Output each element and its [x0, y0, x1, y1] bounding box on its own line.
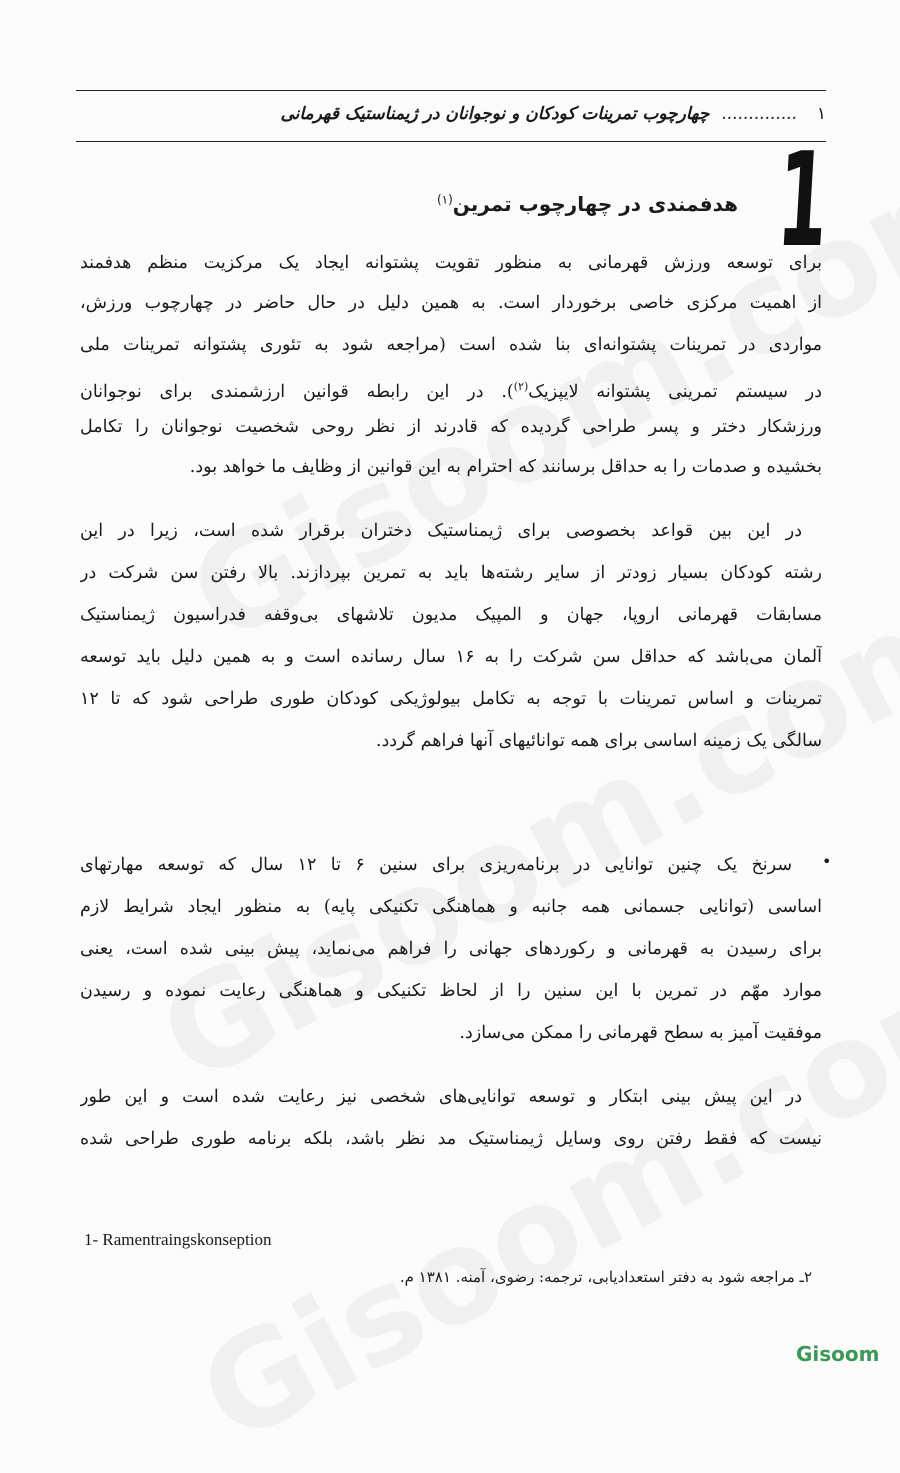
footnote-ref: (۱) — [436, 192, 453, 207]
page-number: ۱ — [816, 104, 826, 124]
header-rule — [76, 90, 826, 91]
section-title-text: هدفمندی در چهارچوب تمرین — [452, 192, 738, 216]
footnote-1: 1- Ramentraingskonseption — [84, 1230, 272, 1249]
text-segment: در سیستم تمرینی پشتوانه لایپزیک — [528, 381, 822, 402]
footnote-2: ۲ـ مراجعه شود به دفتر استعدادیابی، ترجمه: رضوی، آمنه. ۱۳۸۱ م. — [399, 1268, 812, 1286]
section-title — [300, 192, 738, 216]
text-line: موفقیت آمیز به سطح قهرمانی را ممکن می‌سازد. — [459, 1023, 822, 1043]
text-line: برای توسعه ورزش قهرمانی به منظور تقویت پشتوانه ایجاد یک مرکزیت منظم هدفمند — [80, 253, 822, 273]
brand-logo: Gisoom — [796, 1342, 880, 1366]
text-line: مواردی در تمرینات پشتوانه‌ای بنا شده است (مراجعه شود به تئوری پشتوانه تمرینات ملی — [80, 335, 822, 355]
text-line: برای رسیدن به قهرمانی و رکوردهای جهانی را فراهم می‌نماید، پیش بینی شده است، یعنی — [80, 939, 822, 959]
text-segment: ). در این رابطه قوانین ارزشمندی برای نوجوانان — [80, 381, 514, 402]
text-line: از اهمیت مرکزی خاصی برخوردار است. به همین دلیل در حال حاضر در چهارچوب ورزش، — [80, 293, 822, 313]
text-line: مسابقات قهرمانی اروپا، جهان و المپیک مدیون تلاشهای بی‌وقفه فدراسیون ژیمناستیک — [80, 605, 822, 625]
header-rule — [76, 141, 826, 142]
text-line: موارد مهّم در تمرین با این سنین را از لحاظ تکنیکی و هماهنگی رعایت نموده و رسیدن — [80, 981, 822, 1001]
text-line: در این بین قواعد بخصوصی برای ژیمناستیک دختران برقرار شده است، زیرا در این — [80, 521, 802, 541]
text-line: نیست که فقط رفتن روی وسایل ژیمناستیک مد نظر باشد، بلکه برنامه طوری طراحی شده — [80, 1129, 822, 1149]
text-line: بخشیده و صدمات را به حداقل برسانند که احترام به این قوانین از وظایف ما خواهد بود. — [189, 457, 822, 477]
running-header — [76, 104, 826, 124]
text-line: آلمان می‌باشد که حداقل سن شرکت را به ۱۶ سال رسانده است و به همین دلیل باید توسعه — [80, 647, 822, 667]
bullet-marker: • — [822, 852, 832, 871]
header-dots: .............. — [721, 104, 797, 124]
chapter-numeral: 1 — [773, 124, 833, 276]
text-line: سرنخ یک چنین توانایی در برنامه‌ریزی برای سنین ۶ تا ۱۲ سال که توسعه مهارتهای — [80, 855, 792, 875]
text-line: اساسی (توانایی جسمانی همه جانبه و هماهنگی تکنیکی پایه) به منظور ایجاد شرایط لازم — [80, 897, 822, 917]
header-title: چهارچوب تمرینات کودکان و نوجوانان در ژیمناستیک قهرمانی — [280, 104, 710, 124]
text-line: ورزشکار دختر و پسر طراحی گردیده که قادرند از نظر روحی شخصیت نوجوانان را تکامل — [80, 417, 822, 437]
text-line — [80, 374, 822, 405]
text-line: تمرینات و اساس تمرینات با توجه به تکامل بیولوژیکی کودکان طوری طراحی شود که تا ۱۲ — [80, 689, 822, 709]
text-line: رشته کودکان بسیار زودتر از سایر رشته‌ها باید به تمرین بپردازند. بالا رفتن سن شرکت در — [80, 563, 822, 583]
text-line: سالگی یک زمینه اساسی برای همه توانائیهای آنها فراهم گردد. — [375, 731, 822, 751]
text-line: در این پیش بینی ابتکار و توسعه توانایی‌های شخصی نیز رعایت شده است و این طور — [80, 1087, 802, 1107]
footnote-ref: (۲) — [513, 380, 529, 393]
